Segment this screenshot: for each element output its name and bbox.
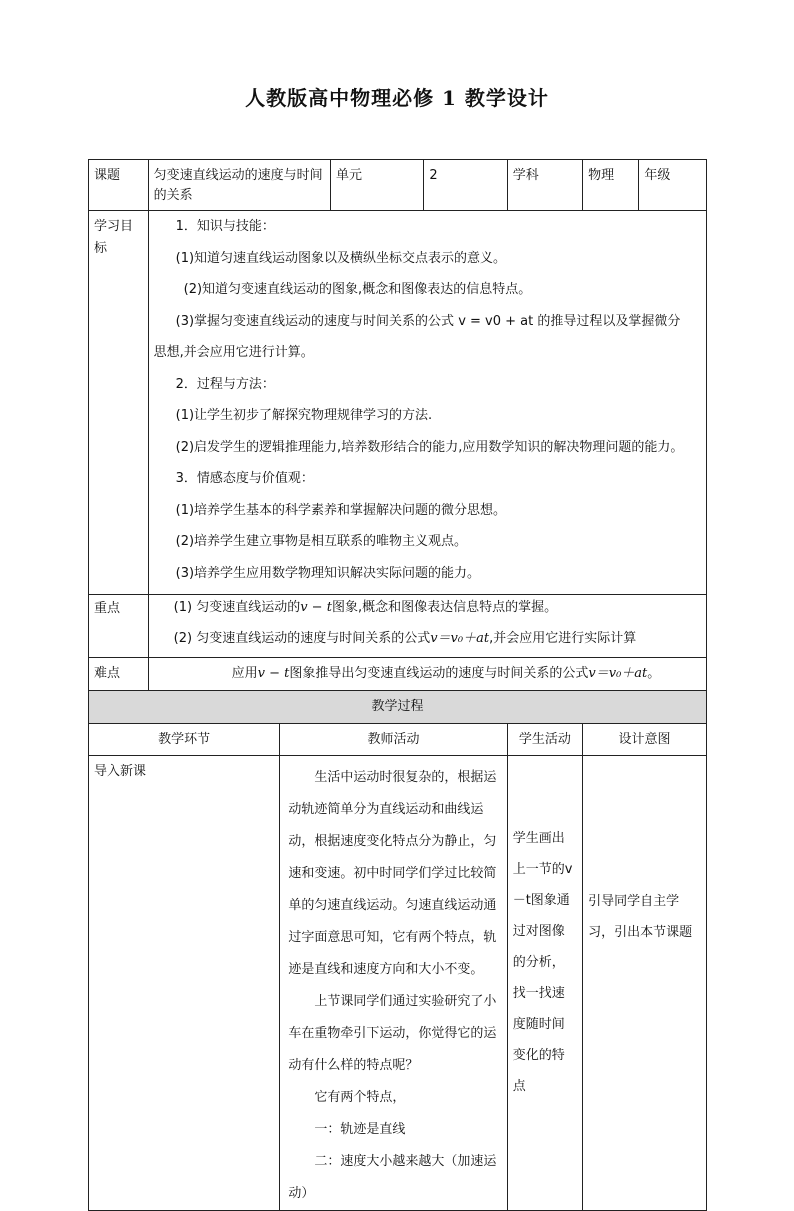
objective-line: (1)知道匀速直线运动图象以及横纵坐标交点表示的意义。 — [175, 250, 507, 266]
key-points-row — [89, 595, 707, 658]
key-points-content — [148, 595, 706, 658]
col-stage: 教学环节 — [89, 724, 280, 756]
teacher-paragraph: 二：速度大小越来越大（加速运动） — [288, 1154, 497, 1201]
col-teacher: 教师活动 — [280, 724, 507, 756]
teacher-activity — [280, 756, 507, 1211]
subject-value: 物理 — [583, 160, 639, 211]
objectives-row — [89, 211, 707, 595]
document-title: 人教版高中物理必修 1 教学设计 — [245, 86, 549, 110]
teacher-paragraph: 上节课同学们通过实验研究了小车在重物牵引下运动，你觉得它的运动有什么样的特点呢？ — [288, 994, 497, 1073]
difficulty-label: 难点 — [89, 658, 149, 691]
vt-formula: v − t — [257, 666, 290, 681]
process-heading: 教学过程 — [89, 691, 707, 724]
objective-line: (1)培养学生基本的科学素养和掌握解决问题的微分思想。 — [175, 502, 507, 518]
key-point-line: (1) 匀变速直线运动的v − t图象,概念和图像表达信息特点的掌握。 — [173, 600, 558, 615]
objective-line: (1)让学生初步了解探究物理规律学习的方法. — [175, 408, 433, 423]
unit-value: 2 — [424, 160, 507, 211]
objective-line: 思想,并会应用它进行计算。 — [153, 345, 314, 360]
objectives-label: 学习目标 — [89, 211, 149, 595]
student-activity: 学生画出上一节的v－t图象通过对图像的分析，找一找速度随时间变化的特点 — [507, 756, 582, 1211]
objective-line: (3)掌握匀变速直线运动的速度与时间关系的公式 v = v0 + at 的推导过程以及掌握微分 — [175, 313, 681, 329]
velocity-formula: v＝v₀＋at — [588, 666, 648, 681]
objective-line: (3)培养学生应用数学物理知识解决实际问题的能力。 — [175, 565, 481, 581]
objectives-content — [148, 211, 706, 595]
teacher-paragraph: 它有两个特点， — [314, 1090, 406, 1105]
objective-line: 2．过程与方法： — [175, 376, 275, 392]
objective-line: 1．知识与技能： — [175, 219, 275, 234]
velocity-formula: v＝v₀＋at — [430, 631, 490, 646]
objective-line: 3．情感态度与价值观： — [175, 471, 314, 486]
objective-line: (2)培养学生建立事物是相互联系的唯物主义观点。 — [175, 534, 468, 549]
difficulty-row — [89, 658, 707, 691]
topic-value: 匀变速直线运动的速度与时间的关系 — [148, 160, 330, 211]
key-points-label: 重点 — [89, 595, 149, 658]
lesson-plan-table — [88, 159, 707, 1211]
objective-line: (2)知道匀变速直线运动的图象,概念和图像表达的信息特点。 — [183, 282, 532, 297]
teacher-paragraph: 一：轨迹是直线 — [314, 1122, 406, 1137]
header-row — [89, 160, 707, 211]
intro-stage: 导入新课 — [89, 756, 280, 1211]
col-design: 设计意图 — [583, 724, 707, 756]
col-student: 学生活动 — [507, 724, 582, 756]
design-intent: 引导同学自主学习，引出本节课题 — [583, 756, 707, 1211]
teacher-paragraph: 生活中运动时很复杂的，根据运动轨迹简单分为直线运动和曲线运动，根据速度变化特点分为静止，匀速和变速。初中时同学们学过比较简单的匀速直线运动。匀速直线运动通过字面意思可知，它有两个特点，轨迹是直线和速度方向和大小不变。 — [288, 770, 497, 977]
grade-label: 年级 — [639, 160, 707, 211]
difficulty-content: 应用v − t图象推导出匀变速直线运动的速度与时间关系的公式v＝v₀＋at。 — [148, 658, 706, 691]
intro-row — [89, 756, 707, 1211]
subject-label: 学科 — [507, 160, 582, 211]
process-heading-row — [89, 691, 707, 724]
process-columns-row — [89, 724, 707, 756]
key-point-line: (2) 匀变速直线运动的速度与时间关系的公式v＝v₀＋at,并会应用它进行实际计算 — [173, 631, 637, 646]
unit-label: 单元 — [330, 160, 423, 211]
topic-label: 课题 — [89, 160, 149, 211]
vt-formula: v − t — [300, 600, 332, 615]
objective-line: (2)启发学生的逻辑推理能力,培养数形结合的能力,应用数学知识的解决物理问题的能力。 — [175, 439, 684, 455]
